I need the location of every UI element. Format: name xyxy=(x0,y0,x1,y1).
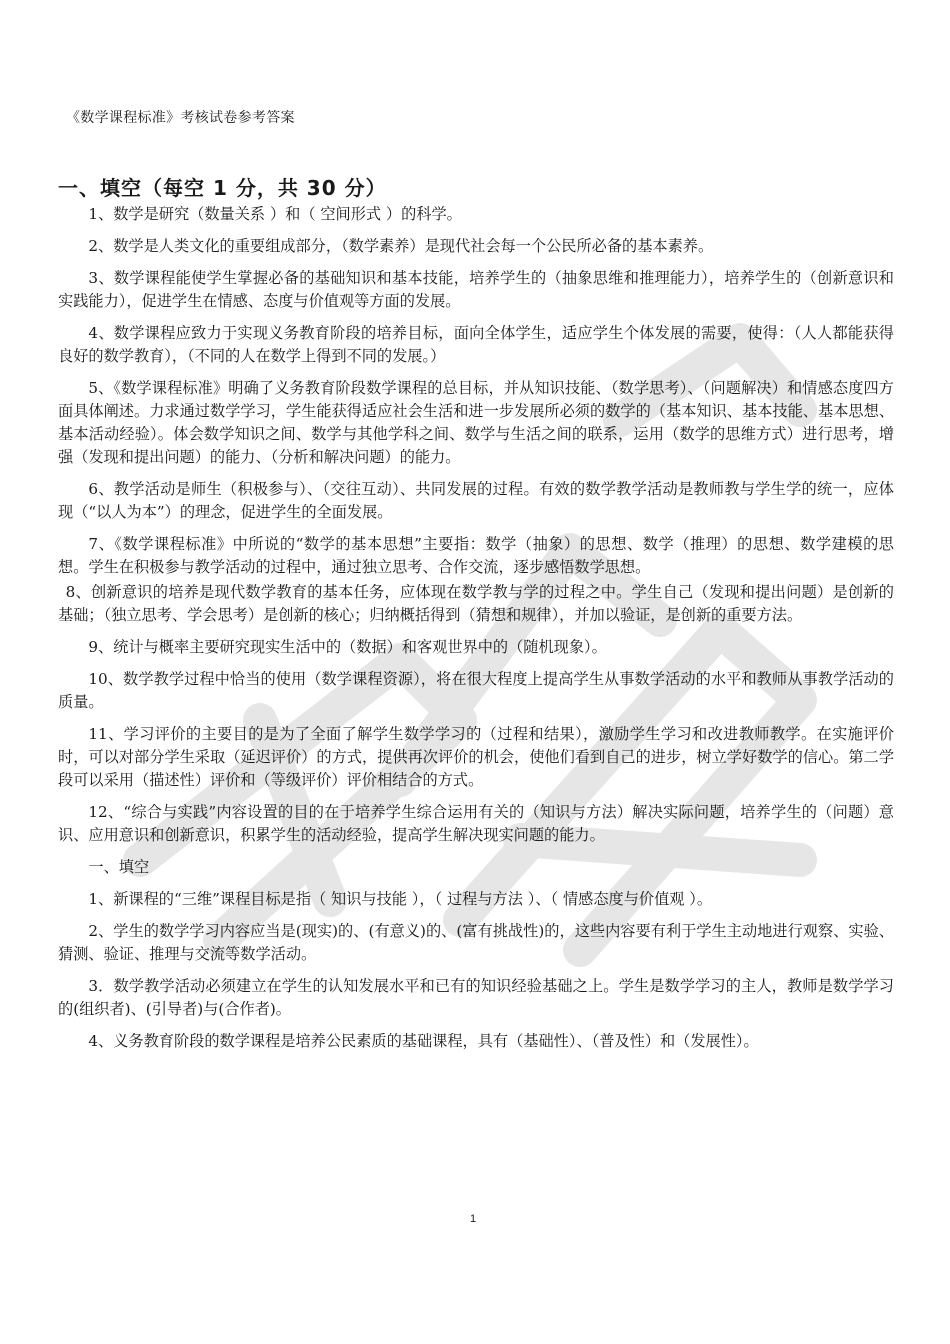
paragraph: 11、学习评价的主要目的是为了全面了解学生数学学习的（过程和结果），激励学生学习和改进教师教学。在实施评价时，可以对部分学生采取（延迟评价）的方式，提供再次评价的机会，使他们看到自己的进步，树立学好数学的信心。第二学段可以采用（描述性）评价和（等级评价）评价相结合的方式。 xyxy=(58,725,894,789)
paragraph: 5、《数学课程标准》明确了义务教育阶段数学课程的总目标，并从知识技能、（数学思考）、（问题解决）和情感态度四方面具体阐述。力求通过数学学习，学生能获得适应社会生活和进一步发展所必须的数学的（基本知识、基本技能、基本思想、基本活动经验）。体会数学知识之间、数学与其他学科之间、数学与生活之间的联系，运用（数学的思维方式）进行思考，增强（发现和提出问题）的能力、（分析和解决问题）的能力。 xyxy=(58,379,894,466)
page-number: 1 xyxy=(470,1213,477,1225)
paragraph: 9、统计与概率主要研究现实生活中的（数据）和客观世界中的（随机现象）。 xyxy=(88,638,607,656)
paragraph: 8、创新意识的培养是现代数学教育的基本任务，应体现在数学教与学的过程之中。学生自己（发现和提出问题）是创新的基础；（独立思考、学会思考）是创新的核心；归纳概括得到（猜想和规律），并加以验证，是创新的重要方法。 xyxy=(58,583,894,624)
document-title: 《数学课程标准》考核试卷参考答案 xyxy=(66,110,295,126)
paragraph: 3、数学课程能使学生掌握必备的基础知识和基本技能，培养学生的（抽象思维和推理能力），培养学生的（创新意识和实践能力），促进学生在情感、态度与价值观等方面的发展。 xyxy=(58,269,894,310)
paragraph: 1、新课程的“三维”课程目标是指（ 知识与技能 ），（ 过程与方法 ）、（ 情感态度与价值观 ）。 xyxy=(88,890,713,908)
paragraph: 7、《数学课程标准》中所说的“数学的基本思想”主要指：数学（抽象）的思想、数学（推理）的思想、数学建模的思想。学生在积极参与教学活动的过程中，通过独立思考、合作交流，逐步感悟数学思想。 xyxy=(58,535,894,576)
paragraph: 4、义务教育阶段的数学课程是培养公民素质的基础课程，具有（基础性）、（普及性）和（发展性）。 xyxy=(88,1032,759,1050)
paragraph: 2、数学是人类文化的重要组成部分，（数学素养）是现代社会每一个公民所必备的基本素养。 xyxy=(88,237,714,255)
section-heading: 一、填空（每空 1 分，共 30 分） xyxy=(58,176,387,200)
paragraph: 4、数学课程应致力于实现义务教育阶段的培养目标，面向全体学生，适应学生个体发展的需要，使得：（人人都能获得良好的数学教育），（不同的人在数学上得到不同的发展。） xyxy=(58,324,894,365)
paragraph: 1、数学是研究（数量关系 ）和（ 空间形式 ）的科学。 xyxy=(88,205,462,223)
sub-heading: 一、填空 xyxy=(88,858,150,876)
paragraph: 6、教学活动是师生（积极参与）、（交往互动）、共同发展的过程。有效的数学教学活动是教师教与学生学的统一，应体现（“以人为本”）的理念，促进学生的全面发展。 xyxy=(58,480,894,521)
document-body xyxy=(58,203,894,1062)
paragraph: 10、数学教学过程中恰当的使用（数学课程资源），将在很大程度上提高学生从事数学活动的水平和教师从事教学活动的质量。 xyxy=(58,670,894,711)
paragraph: 2、学生的数学学习内容应当是(现实)的、(有意义)的、(富有挑战性)的，这些内容要有利于学生主动地进行观察、实验、猜测、验证、推理与交流等数学活动。 xyxy=(58,922,894,963)
paragraph: 12、“综合与实践”内容设置的目的在于培养学生综合运用有关的（知识与方法）解决实际问题，培养学生的（问题）意识、应用意识和创新意识，积累学生的活动经验，提高学生解决现实问题的能力。 xyxy=(58,803,894,844)
paragraph: 3．数学教学活动必须建立在学生的认知发展水平和已有的知识经验基础之上。学生是数学学习的主人，教师是数学学习的(组织者)、(引导者)与(合作者)。 xyxy=(58,977,894,1018)
